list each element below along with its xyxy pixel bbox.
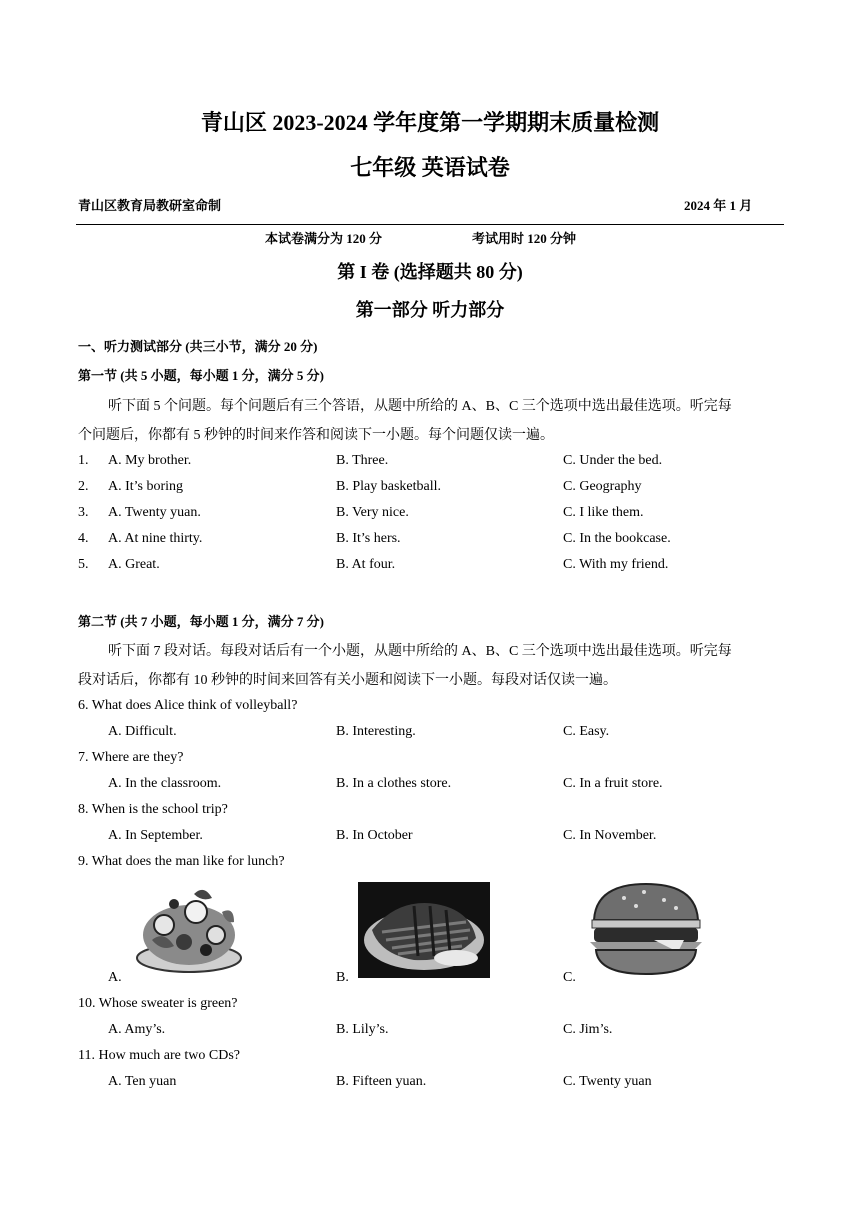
section-heading: 一、听力测试部分 (共三小节，满分 20 分) — [78, 339, 318, 354]
option-b: B. It’s hers. — [336, 531, 401, 546]
option-c: C. In November. — [563, 828, 657, 843]
option-a: A. It’s boring — [108, 479, 184, 494]
option-c: C. Twenty yuan — [563, 1074, 652, 1089]
option-c: C. Easy. — [563, 724, 610, 739]
option-a: A. In September. — [108, 828, 203, 843]
option-a: A. Difficult. — [108, 724, 177, 739]
volume-heading: 第 I 卷 (选择题共 80 分) — [337, 262, 523, 282]
option-b: B. Play basketball. — [336, 479, 441, 494]
section1-instruction-2: 个问题后，你都有 5 秒钟的时间来作答和阅读下一小题。每个问题仅读一遍。 — [78, 428, 554, 443]
option-a: A. Ten yuan — [108, 1074, 177, 1089]
option-c: C. Geography — [563, 479, 642, 494]
option-c: C. I like them. — [563, 505, 644, 520]
option-a: A. — [108, 970, 122, 985]
option-c: C. In a fruit store. — [563, 776, 663, 791]
question-number: 3. — [78, 505, 89, 520]
option-a: A. In the classroom. — [108, 776, 222, 791]
question-stem: 7. Where are they? — [78, 750, 184, 765]
hamburger-picture — [584, 880, 708, 978]
option-c: C. With my friend. — [563, 557, 669, 572]
option-a: A. Great. — [108, 557, 160, 572]
option-b: B. Three. — [336, 453, 389, 468]
exam-date: 2024 年 1 月 — [684, 198, 753, 213]
section2-heading: 第二节 (共 7 小题，每小题 1 分，满分 7 分) — [78, 614, 324, 629]
exam-time: 考试用时 120 分钟 — [472, 231, 577, 246]
option-b: B. Interesting. — [336, 724, 416, 739]
option-c: C. Jim’s. — [563, 1022, 613, 1037]
option-b: B. In a clothes store. — [336, 776, 452, 791]
option-b: B. In October — [336, 828, 413, 843]
option-c: C. — [563, 970, 576, 985]
issuer: 青山区教育局教研室命制 — [78, 198, 222, 213]
steak-picture — [358, 882, 490, 978]
option-b: B. At four. — [336, 557, 396, 572]
question-stem: 6. What does Alice think of volleyball? — [78, 698, 298, 713]
question-stem: 9. What does the man like for lunch? — [78, 854, 285, 869]
option-b: B. Lily’s. — [336, 1022, 389, 1037]
question-number: 2. — [78, 479, 89, 494]
exam-subtitle: 七年级 英语试卷 — [350, 155, 510, 180]
section1-heading: 第一节 (共 5 小题，每小题 1 分，满分 5 分) — [78, 368, 324, 383]
header-divider — [76, 224, 784, 225]
section2-instruction-2: 段对话后，你都有 10 秒钟的时间来回答有关小题和阅读下一小题。每段对话仅读一遍。 — [78, 673, 617, 688]
question-stem: 10. Whose sweater is green? — [78, 996, 238, 1011]
option-b: B. — [336, 970, 349, 985]
option-b: B. Fifteen yuan. — [336, 1074, 427, 1089]
part-heading: 第一部分 听力部分 — [355, 300, 505, 320]
option-c: C. Under the bed. — [563, 453, 663, 468]
option-a: A. At nine thirty. — [108, 531, 203, 546]
question-stem: 8. When is the school trip? — [78, 802, 228, 817]
salad-picture — [134, 880, 244, 975]
section2-instruction-1: 听下面 7 段对话。每段对话后有一个小题，从题中所给的 A、B、C 三个选项中选出最佳选项。听完每 — [108, 644, 732, 659]
option-b: B. Very nice. — [336, 505, 409, 520]
option-c: C. In the bookcase. — [563, 531, 671, 546]
question-number: 1. — [78, 453, 89, 468]
question-stem: 11. How much are two CDs? — [78, 1048, 241, 1063]
option-a: A. My brother. — [108, 453, 192, 468]
section1-instruction-1: 听下面 5 个问题。每个问题后有三个答语，从题中所给的 A、B、C 三个选项中选出最佳选项。听完每 — [108, 399, 732, 414]
option-a: A. Amy’s. — [108, 1022, 166, 1037]
exam-title: 青山区 2023-2024 学年度第一学期期末质量检测 — [200, 110, 660, 135]
question-number: 5. — [78, 557, 89, 572]
full-score: 本试卷满分为 120 分 — [265, 231, 383, 246]
option-a: A. Twenty yuan. — [108, 505, 201, 520]
question-number: 4. — [78, 531, 89, 546]
